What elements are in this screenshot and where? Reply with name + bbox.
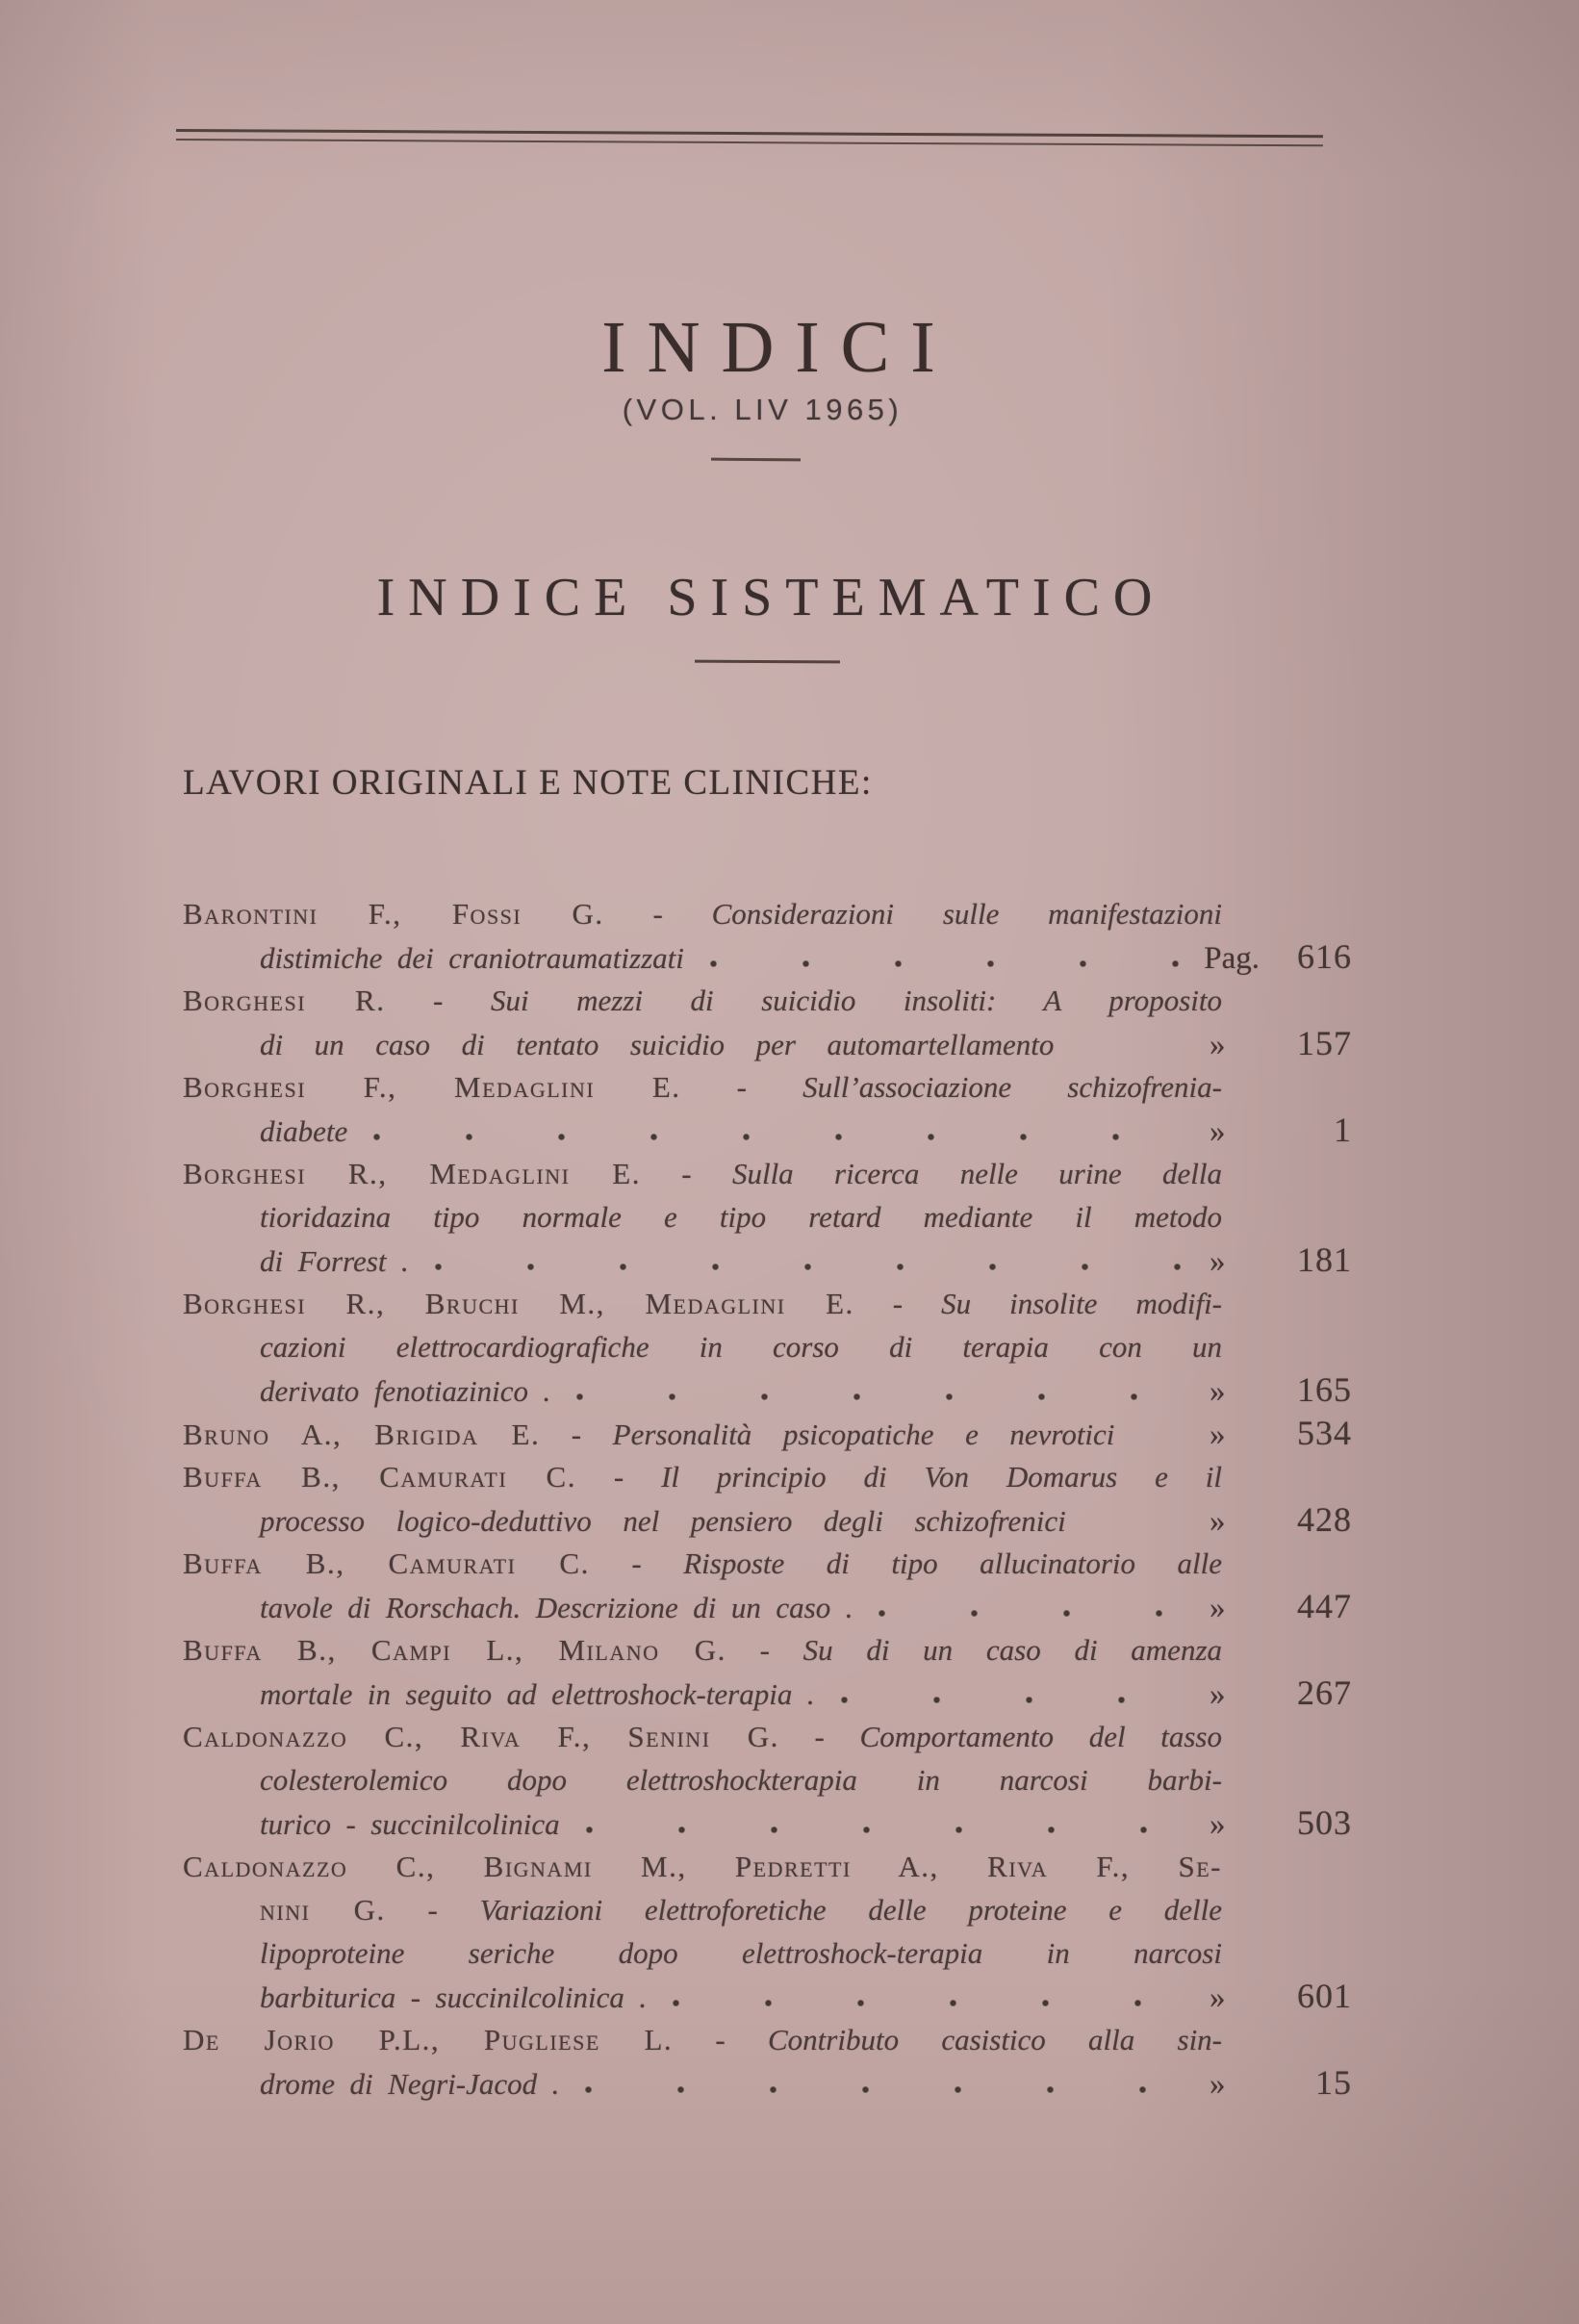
- toc-entry-line: [183, 1542, 1352, 1585]
- entry-text: [260, 1586, 853, 1629]
- dot-leader: [1082, 1522, 1200, 1531]
- entry-text: [183, 1628, 1222, 1672]
- work-title: Il principio di Von Domarus e il: [661, 1460, 1223, 1494]
- page-ref-label: »: [1210, 1244, 1226, 1279]
- entry-text: [260, 1239, 409, 1283]
- toc-entry-line: [183, 979, 1352, 1022]
- page-ref-label: »: [1210, 1417, 1226, 1452]
- toc-entry-line: [183, 1931, 1352, 1975]
- entry-text: [183, 1152, 1222, 1195]
- toc-entry-line: [183, 1455, 1352, 1498]
- page-number: 534: [1297, 1414, 1352, 1452]
- work-title: distimiche dei craniotraumatizzati: [260, 941, 684, 975]
- separator: -: [603, 897, 712, 931]
- work-title: barbiturica - succinilcolinica .: [260, 1980, 648, 2014]
- toc-entry-line: [183, 1368, 1352, 1412]
- entry-text: [183, 2018, 1222, 2061]
- separator: -: [853, 1287, 942, 1320]
- entry-text: [183, 1715, 1222, 1758]
- page-number: 267: [1297, 1673, 1352, 1712]
- page-number: 428: [1297, 1500, 1352, 1539]
- entry-text: [183, 1413, 1114, 1456]
- toc-entry-line: [183, 1152, 1352, 1195]
- toc-entry-line: [183, 1585, 1352, 1628]
- work-title: Sull’associazione schizofrenia-: [802, 1070, 1222, 1104]
- separator: -: [589, 1546, 684, 1580]
- entry-text: [183, 979, 1222, 1022]
- page-ref-label: »: [1210, 1114, 1226, 1149]
- short-rule-divider: [695, 660, 840, 664]
- author-names: Bruno A., Brigida E.: [183, 1417, 541, 1451]
- page-ref-label: »: [1210, 1504, 1226, 1539]
- entry-text: [183, 1542, 1222, 1585]
- toc-entry-line: [183, 892, 1352, 935]
- work-title: derivato fenotiazinico .: [260, 1374, 551, 1408]
- entry-text: [260, 936, 684, 980]
- entry-text: [183, 1845, 1222, 1888]
- list-heading: LAVORI ORIGINALI E NOTE CLINICHE:: [183, 763, 873, 803]
- page-number: 616: [1297, 937, 1352, 976]
- author-names: De Jorio P.L., Pugliese L.: [183, 2023, 674, 2056]
- entry-text: [183, 1065, 1222, 1109]
- separator: -: [778, 1720, 860, 1753]
- separator: -: [575, 1460, 662, 1494]
- toc-entry-line: [183, 1672, 1352, 1715]
- toc-entry-line: [183, 1412, 1352, 1455]
- work-title: lipoproteine seriche dopo elettroshock-terapia in narcosi: [260, 1936, 1222, 1970]
- separator: -: [673, 2023, 768, 2056]
- work-title: Considerazioni sulle manifestazioni: [711, 897, 1223, 931]
- page-ref-label: »: [1210, 1591, 1226, 1625]
- work-title: diabete: [260, 1114, 348, 1148]
- dot-leader: [363, 1133, 1200, 1141]
- work-title: Sui mezzi di suicidio insoliti: A proposito: [490, 983, 1222, 1017]
- author-names: Borghesi R., Medaglini E.: [183, 1157, 641, 1190]
- work-title: drome di Negri-Jacod .: [260, 2067, 560, 2101]
- work-title: tioridazina tipo normale e tipo retard mediante il metodo: [260, 1200, 1222, 1234]
- work-title: di Forrest .: [260, 1244, 409, 1278]
- page-ref-label: »: [1210, 2067, 1226, 2102]
- work-title: colesterolemico dopo elettroshockterapia in narcosi barbi-: [260, 1763, 1222, 1797]
- toc-entry-line: [183, 935, 1352, 979]
- page-number: 181: [1297, 1240, 1352, 1279]
- work-title: Personalità psicopatiche e nevrotici: [612, 1417, 1115, 1451]
- entry-text: [260, 2062, 559, 2106]
- entry-text: [260, 1195, 1222, 1239]
- work-title: di un caso di tentato suicidio per automartellamento: [260, 1028, 1055, 1061]
- page-number: 1: [1334, 1111, 1352, 1149]
- entry-text: [260, 1888, 1222, 1931]
- author-names: Buffa B., Camurati C.: [183, 1460, 576, 1494]
- page-number: 165: [1297, 1370, 1352, 1409]
- toc-entry-line: [183, 1801, 1352, 1845]
- entry-text: [260, 1976, 647, 2019]
- toc-entry-line: [183, 1628, 1352, 1672]
- page-ref-label: »: [1210, 1980, 1226, 2015]
- separator: -: [385, 1893, 480, 1927]
- work-title: turico - succinilcolinica: [260, 1807, 560, 1841]
- work-title: Sulla ricerca nelle urine della: [731, 1157, 1222, 1190]
- volume-subtitle: (VOL. LIV 1965): [622, 393, 904, 426]
- toc-entry-line: [183, 1325, 1352, 1368]
- toc-entry-line: [183, 1888, 1352, 1931]
- page-ref-label: »: [1210, 1028, 1226, 1062]
- page-number: 503: [1297, 1803, 1352, 1842]
- work-title: cazioni elettrocardiografiche in corso di terapia con un: [260, 1330, 1222, 1364]
- page-ref-label: »: [1210, 1807, 1226, 1842]
- toc-entry-line: [183, 1065, 1352, 1109]
- toc-entries: [183, 892, 1352, 2105]
- toc-entry-line: [183, 1845, 1352, 1888]
- dot-leader: [662, 1999, 1200, 2007]
- toc-entry-line: [183, 1195, 1352, 1239]
- toc-entry-line: [183, 1282, 1352, 1325]
- author-names: Borghesi F., Medaglini E.: [183, 1070, 681, 1104]
- dot-leader: [566, 1392, 1200, 1401]
- separator: -: [640, 1157, 732, 1190]
- work-title: Contributo casistico alla sin-: [768, 2023, 1223, 2056]
- page-number: 15: [1315, 2063, 1352, 2102]
- toc-entry-line: [183, 1715, 1352, 1758]
- entry-text: [260, 1369, 550, 1413]
- entry-text: [260, 1758, 1222, 1801]
- entry-text: [260, 1110, 347, 1153]
- dot-leader: [830, 1696, 1200, 1704]
- work-title: Comportamento del tasso: [859, 1720, 1223, 1753]
- page-ref-label: »: [1210, 1677, 1226, 1712]
- author-names: nini G.: [260, 1893, 386, 1927]
- section-title: INDICE SISTEMATICO: [376, 568, 1166, 627]
- entry-text: [183, 1282, 1222, 1325]
- page-number: 447: [1297, 1587, 1352, 1625]
- separator: -: [540, 1417, 613, 1451]
- toc-entry-line: [183, 1498, 1352, 1542]
- dot-leader: [575, 1826, 1200, 1834]
- page-ref-label: Pag.: [1204, 941, 1260, 976]
- toc-entry-line: [183, 2018, 1352, 2061]
- work-title: Su di un caso di amenza: [802, 1633, 1223, 1667]
- work-title: Su insolite modifi-: [941, 1287, 1223, 1320]
- work-title: Variazioni elettroforetiche delle proteine e delle: [479, 1893, 1222, 1927]
- separator: -: [726, 1633, 803, 1667]
- dot-leader: [1130, 1436, 1200, 1444]
- page-ref-label: »: [1210, 1374, 1226, 1409]
- toc-entry-line: [183, 1239, 1352, 1282]
- author-names: Borghesi R.: [183, 983, 386, 1017]
- entry-text: [260, 1931, 1222, 1975]
- work-title: processo logico-deduttivo nel pensiero degli schizofrenici: [260, 1504, 1066, 1538]
- page-title: INDICI: [601, 307, 956, 388]
- entry-text: [260, 1325, 1222, 1368]
- dot-leader: [424, 1263, 1200, 1271]
- work-title: Risposte di tipo allucinatorio alle: [683, 1546, 1223, 1580]
- dot-leader: [574, 2085, 1200, 2094]
- author-names: Barontini F., Fossi G.: [183, 897, 604, 931]
- entry-text: [260, 1023, 1054, 1066]
- entry-text: [260, 1802, 560, 1846]
- separator: -: [680, 1070, 803, 1104]
- toc-entry-line: [183, 1975, 1352, 2018]
- page-number: 601: [1297, 1977, 1352, 2015]
- double-rule-divider: [176, 129, 1323, 146]
- separator: -: [385, 983, 491, 1017]
- toc-entry-line: [183, 1022, 1352, 1065]
- author-names: Buffa B., Camurati C.: [183, 1546, 590, 1580]
- dot-leader: [868, 1609, 1200, 1618]
- dot-leader: [1069, 1046, 1200, 1055]
- toc-entry-line: [183, 1758, 1352, 1801]
- page-number: 157: [1297, 1024, 1352, 1062]
- author-names: Caldonazzo C., Bignami M., Pedretti A., Riva F., Se-: [183, 1850, 1222, 1883]
- work-title: tavole di Rorschach. Descrizione di un caso .: [260, 1591, 853, 1624]
- toc-entry-line: [183, 1109, 1352, 1152]
- toc-entry-line: [183, 2061, 1352, 2105]
- author-names: Buffa B., Campi L., Milano G.: [183, 1633, 726, 1667]
- entry-text: [260, 1499, 1066, 1543]
- entry-text: [260, 1673, 815, 1716]
- short-rule-divider: [711, 458, 801, 462]
- author-names: Borghesi R., Bruchi M., Medaglini E.: [183, 1287, 854, 1320]
- work-title: mortale in seguito ad elettroshock-terapia .: [260, 1677, 815, 1711]
- entry-text: [183, 892, 1222, 935]
- entry-text: [183, 1455, 1222, 1498]
- author-names: Caldonazzo C., Riva F., Senini G.: [183, 1720, 779, 1753]
- dot-leader: [700, 959, 1194, 968]
